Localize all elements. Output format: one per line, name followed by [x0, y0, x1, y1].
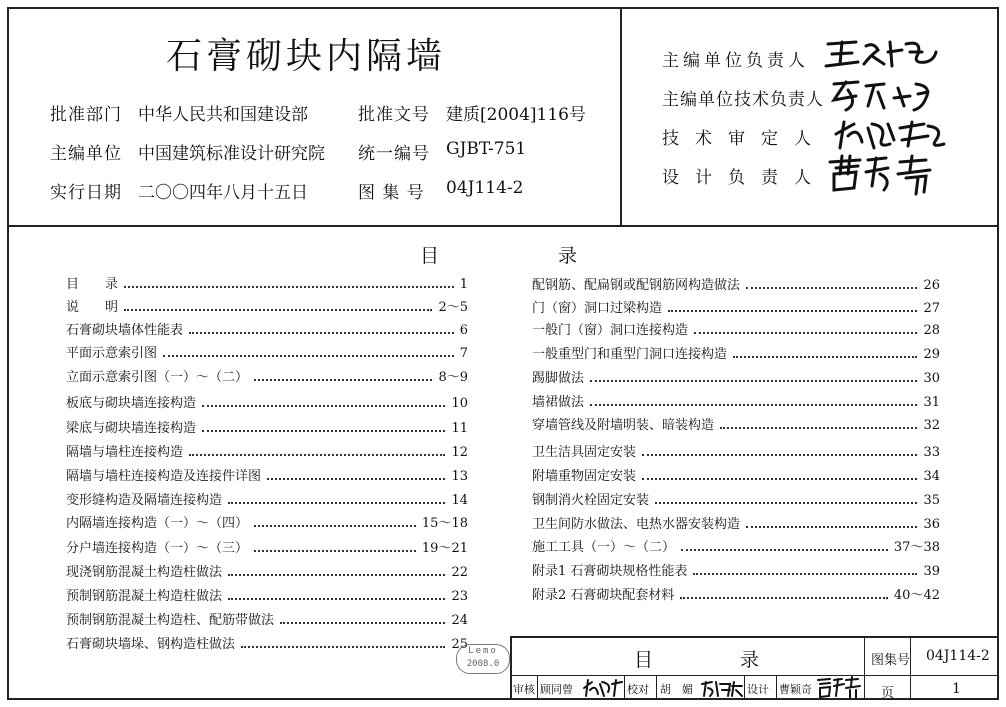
design-label: 设计 [747, 683, 769, 696]
review-label: 审核 [513, 683, 535, 696]
check-signature [700, 676, 744, 700]
toc-item: 踢脚做法 30 [532, 371, 940, 386]
toc-item: 分户墙连接构造（一）～（三） 19～21 [66, 541, 468, 556]
toc-item: 隔墙与墙柱连接构造 12 [66, 445, 468, 460]
toc-item: 门（窗）洞口过梁构造 27 [532, 301, 940, 316]
check-label: 校对 [627, 683, 649, 696]
toc-item: 附墙重物固定安装 34 [532, 469, 940, 484]
toc-item: 隔墙与墙柱连接构造及连接件详图 13 [66, 469, 468, 484]
page-label: 页 [881, 686, 895, 701]
chief-unit-head-label: 主编单位负责人 [662, 51, 809, 71]
toc-item: 一般重型门和重型门洞口连接构造 29 [532, 347, 940, 362]
atlas-no-label: 图 集 号 [358, 183, 425, 203]
toc-item: 卫生洁具固定安装 33 [532, 445, 940, 460]
toc-item: 预制钢筋混凝土构造柱做法 23 [66, 589, 468, 604]
title-block-atlas-value: 04J114-2 [926, 648, 990, 664]
signature-design-head [826, 150, 946, 196]
stamp-line-2: 2008.0 [466, 659, 500, 669]
signature-chief-tech-head [828, 76, 938, 116]
toc-item: 附录2 石膏砌块配套材料 40～42 [532, 588, 940, 603]
chief-tech-head-label: 主编单位技术负责人 [662, 90, 824, 110]
toc-item: 目 录 1 [66, 277, 468, 292]
toc-item: 梁底与砌块墙连接构造 11 [66, 421, 468, 436]
unified-no-label: 统一编号 [358, 144, 430, 164]
stamp-line-1: Lemo [468, 646, 498, 656]
toc-item: 配钢筋、配扁钢或配钢筋网构造做法 26 [532, 278, 940, 293]
toc-item: 施工工具（一）～（二） 37～38 [532, 540, 940, 555]
header-divider-vertical [620, 7, 622, 227]
effective-date: 二〇〇四年八月十五日 [138, 183, 308, 203]
toc-item: 卫生间防水做法、电热水器安装构造 36 [532, 517, 940, 532]
title-block-atlas-label: 图集号 [871, 653, 911, 668]
effective-date-label: 实行日期 [50, 183, 122, 203]
approval-doc: 建质[2004]116号 [446, 105, 586, 125]
toc-item: 立面示意索引图（一）～（二） 8～9 [66, 370, 468, 385]
toc-item: 板底与砌块墙连接构造 10 [66, 396, 468, 411]
review-signature [582, 676, 624, 700]
atlas-no: 04J114-2 [446, 178, 524, 198]
editor-unit: 中国建筑标准设计研究院 [138, 144, 325, 164]
toc-item: 附录1 石膏砌块规格性能表 39 [532, 564, 940, 579]
review-name: 顾同曾 [540, 683, 573, 696]
editor-unit-label: 主编单位 [50, 144, 122, 164]
toc-item: 现浇钢筋混凝土构造柱做法 22 [66, 565, 468, 580]
toc-item: 说 明 2～5 [66, 300, 468, 315]
toc-heading-right: 录 [558, 245, 578, 267]
toc-item: 平面示意索引图 7 [66, 346, 468, 361]
receipt-stamp [456, 644, 510, 674]
toc-item: 钢制消火栓固定安装 35 [532, 493, 940, 508]
toc-item: 穿墙管线及附墙明装、暗装构造 32 [532, 418, 940, 433]
approval-dept: 中华人民共和国建设部 [138, 105, 308, 125]
toc-item: 内隔墙连接构造（一）～（四） 15～18 [66, 516, 468, 531]
toc-item: 石膏砌块墙垛、钢构造柱做法 25 [66, 637, 468, 652]
toc-item: 石膏砌块墙体性能表 6 [66, 323, 468, 338]
tech-reviewer-label: 技术审定人 [662, 129, 827, 149]
toc-item: 一般门（窗）洞口连接构造 28 [532, 323, 940, 338]
toc-item: 墙裙做法 31 [532, 395, 940, 410]
title-block [510, 636, 999, 700]
check-name: 胡 媚 [660, 683, 693, 696]
signature-chief-unit-head [822, 34, 942, 74]
design-head-label: 设计负责人 [662, 168, 827, 188]
design-name: 曹颖奇 [779, 683, 812, 696]
design-signature [816, 674, 862, 700]
approval-doc-label: 批准文号 [358, 105, 430, 125]
header-divider-horizontal [7, 225, 999, 227]
toc-item: 变形缝构造及隔墙连接构造 14 [66, 493, 468, 508]
unified-no: GJBT-751 [446, 139, 527, 159]
title-block-name-left: 目 [634, 649, 654, 671]
signature-tech-reviewer [832, 114, 952, 154]
toc-heading-left: 目 [420, 245, 440, 267]
title-block-name-right: 录 [740, 649, 760, 671]
approval-dept-label: 批准部门 [50, 105, 122, 125]
toc-item: 预制钢筋混凝土构造柱、配筋带做法 24 [66, 613, 468, 628]
atlas-title: 石膏砌块内隔墙 [165, 36, 446, 77]
page-value: 1 [952, 681, 961, 697]
